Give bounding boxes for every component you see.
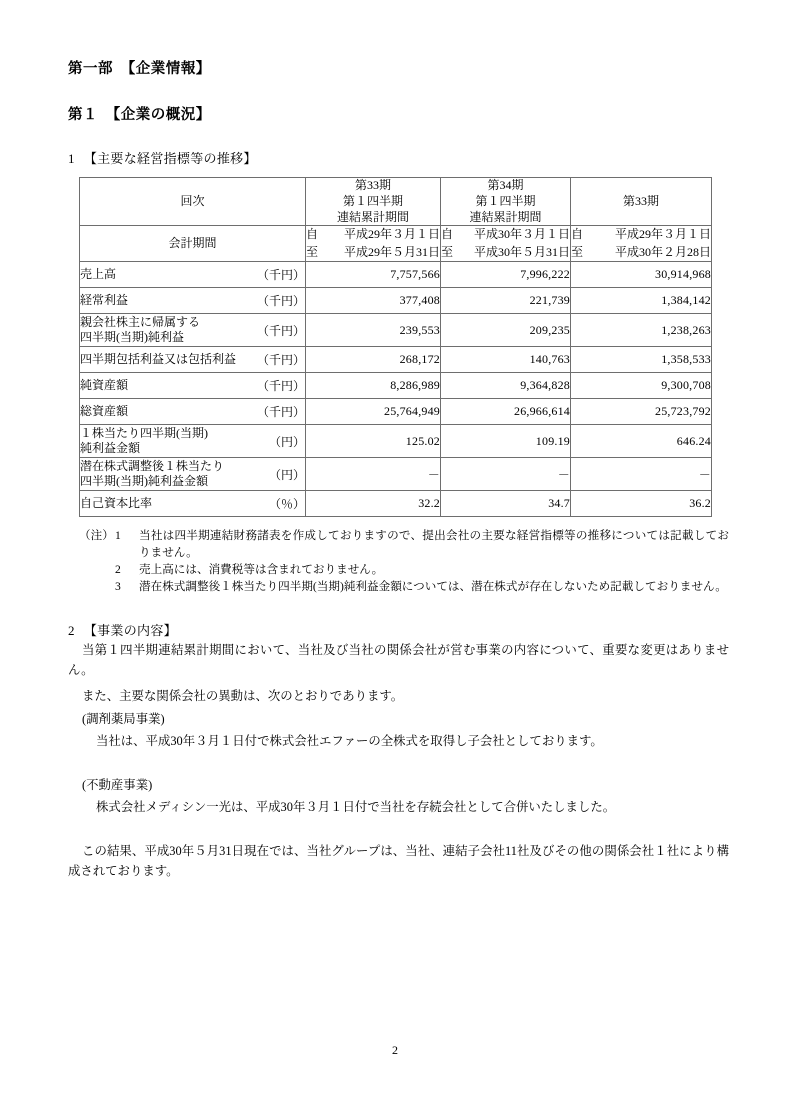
row-label-text: 四半期包括利益又は包括利益 — [80, 352, 237, 367]
period-cell-1 — [306, 226, 441, 262]
row-unit: （千円） — [256, 379, 305, 394]
row-value-2: 221,739 — [441, 288, 571, 314]
row-label-line2: 四半期(当期)純利益金額 — [80, 474, 208, 489]
row-label-text — [80, 315, 200, 346]
period-cell-3 — [571, 226, 712, 262]
row-label-text: 総資産額 — [80, 404, 129, 419]
note-tag: （注） — [79, 529, 114, 542]
row-value-2: 9,364,828 — [441, 373, 571, 399]
row-value-2: 140,763 — [441, 347, 571, 373]
business-segment-1-title: (調剤薬局事業) — [82, 712, 165, 726]
period-from-date-1: 平成29年３月１日 — [343, 227, 440, 242]
row-value-2: 209,235 — [441, 314, 571, 347]
period-to-date-3: 平成30年２月28日 — [614, 244, 711, 259]
header-column-2 — [441, 178, 571, 226]
row-value-2: 26,966,614 — [441, 399, 571, 425]
table-row — [80, 491, 712, 517]
header-col1-line3: 連結累計期間 — [336, 209, 409, 224]
note-item — [79, 527, 729, 561]
business-paragraph-1: 当第１四半期連結累計期間において、当社及び当社の関係会社が営む事業の内容について、重要な変更はありません。 — [68, 643, 729, 678]
row-value-3: 30,914,968 — [571, 262, 712, 288]
period-from-1 — [306, 226, 440, 243]
table-row — [80, 458, 712, 491]
row-unit: （円） — [268, 467, 305, 482]
row-value-3: － — [571, 458, 712, 491]
key-metrics-table — [79, 177, 712, 517]
row-value-1: 268,172 — [306, 347, 441, 373]
row-value-3: 646.24 — [571, 425, 712, 458]
table-row — [80, 373, 712, 399]
row-label-cell — [80, 347, 306, 373]
row-value-1: 125.02 — [306, 425, 441, 458]
subsection-heading — [68, 148, 257, 167]
period-cell-2 — [441, 226, 571, 262]
period-to-mark-3: 至 — [571, 244, 584, 259]
row-label-text: 売上高 — [80, 267, 117, 282]
row-unit: （％） — [268, 497, 305, 512]
row-value-1: 32.2 — [306, 491, 441, 517]
row-label-cell — [80, 458, 306, 491]
row-label-line1: 親会社株主に帰属する — [80, 314, 201, 329]
row-label-line1: 潜在株式調整後１株当たり — [80, 458, 225, 473]
subsection-title: 【主要な経営指標等の推移】 — [83, 151, 257, 166]
business-paragraph-2: また、主要な関係会社の異動は、次のとおりであります。 — [82, 689, 404, 703]
header-column-1 — [306, 178, 441, 226]
table-row — [80, 347, 712, 373]
row-unit: （円） — [268, 434, 305, 449]
period-to-1 — [306, 244, 440, 261]
row-unit: （千円） — [256, 323, 305, 338]
period-to-mark-1: 至 — [306, 244, 319, 259]
business-heading-title: 【事業の内容】 — [83, 623, 177, 638]
note-index: 2 — [115, 563, 121, 577]
note-text: 売上高には、消費税等は含まれておりません。 — [139, 563, 384, 577]
table-header-row-period — [80, 226, 712, 262]
section-heading: 第１ 【企業の概況】 — [68, 107, 211, 123]
table-header-row-term — [80, 178, 712, 226]
row-label-text: 純資産額 — [80, 378, 129, 393]
table-row — [80, 425, 712, 458]
table-notes — [79, 527, 729, 596]
note-text: 当社は四半期連結財務諸表を作成しておりますので、提出会社の主要な経営指標等の推移については記載しておりません。 — [139, 529, 729, 560]
row-value-2: 7,996,222 — [441, 262, 571, 288]
row-unit: （千円） — [256, 405, 305, 420]
table-row — [80, 399, 712, 425]
period-from-2 — [441, 226, 570, 243]
table-row — [80, 314, 712, 347]
row-label-cell — [80, 373, 306, 399]
row-unit: （千円） — [256, 294, 305, 309]
row-label-line1: １株当たり四半期(当期) — [80, 425, 208, 440]
header-label-period: 会計期間 — [80, 226, 306, 262]
row-value-3: 1,384,142 — [571, 288, 712, 314]
row-value-3: 36.2 — [571, 491, 712, 517]
business-heading-number: 2 — [68, 623, 75, 638]
period-to-mark-2: 至 — [441, 244, 454, 259]
row-unit: （千円） — [256, 353, 305, 368]
row-value-1: 239,553 — [306, 314, 441, 347]
header-col3-line1: 第33期 — [622, 193, 659, 208]
row-label-cell — [80, 314, 306, 347]
period-from-mark-1: 自 — [306, 227, 319, 242]
period-from-3 — [571, 226, 711, 243]
header-col2-line1: 第34期 — [487, 178, 524, 192]
row-label-cell — [80, 399, 306, 425]
page-number: 2 — [392, 1043, 398, 1057]
row-label-line2: 純利益金額 — [80, 441, 141, 456]
row-label-text — [80, 426, 208, 457]
table-row — [80, 288, 712, 314]
header-column-3 — [571, 178, 712, 226]
row-value-3: 9,300,708 — [571, 373, 712, 399]
header-label-term: 回次 — [80, 178, 306, 226]
period-from-mark-3: 自 — [571, 227, 584, 242]
subsection-number: 1 — [68, 151, 75, 166]
row-value-3: 1,358,533 — [571, 347, 712, 373]
row-value-1: 7,757,566 — [306, 262, 441, 288]
period-to-date-2: 平成30年５月31日 — [473, 244, 570, 259]
period-to-2 — [441, 244, 570, 261]
row-label-line2: 四半期(当期)純利益 — [80, 330, 184, 345]
row-value-3: 1,238,263 — [571, 314, 712, 347]
row-unit: （千円） — [256, 268, 305, 283]
row-value-1: － — [306, 458, 441, 491]
header-col2-line2: 第１四半期 — [475, 193, 536, 208]
period-to-3 — [571, 244, 711, 261]
business-content-heading — [68, 620, 177, 639]
row-value-2: 34.7 — [441, 491, 571, 517]
row-value-2: － — [441, 458, 571, 491]
row-value-1: 377,408 — [306, 288, 441, 314]
header-col1-line1: 第33期 — [354, 178, 391, 192]
row-label-cell — [80, 491, 306, 517]
note-index: 1 — [115, 529, 121, 542]
period-from-date-3: 平成29年３月１日 — [614, 227, 711, 242]
note-text: 潜在株式調整後１株当たり四半期(当期)純利益金額については、潜在株式が存在しないため記載しておりません。 — [139, 580, 727, 594]
row-label-text: 自己資本比率 — [80, 496, 153, 511]
row-label-text — [80, 459, 224, 490]
business-segment-2-text: 株式会社メディシン一光は、平成30年３月１日付で当社を存続会社として合併いたしました。 — [96, 800, 616, 814]
row-label-cell — [80, 262, 306, 288]
header-col2-line3: 連結累計期間 — [469, 209, 542, 224]
row-value-1: 8,286,989 — [306, 373, 441, 399]
table-row — [80, 262, 712, 288]
header-col1-line2: 第１四半期 — [342, 193, 403, 208]
row-label-cell — [80, 288, 306, 314]
period-to-date-1: 平成29年５月31日 — [343, 244, 440, 259]
period-from-mark-2: 自 — [441, 227, 454, 242]
business-segment-2-title: (不動産事業) — [82, 778, 153, 792]
row-label-text: 経常利益 — [80, 293, 129, 308]
row-value-2: 109.19 — [441, 425, 571, 458]
note-item — [79, 578, 729, 595]
business-segment-1-text: 当社は、平成30年３月１日付で株式会社エファーの全株式を取得し子会社としております。 — [96, 734, 603, 748]
note-item — [79, 561, 729, 578]
row-value-1: 25,764,949 — [306, 399, 441, 425]
part-heading: 第一部 【企業情報】 — [68, 61, 211, 77]
note-index: 3 — [115, 580, 121, 594]
period-from-date-2: 平成30年３月１日 — [473, 227, 570, 242]
business-paragraph-3: この結果、平成30年５月31日現在では、当社グループは、当社、連結子会社11社及びその他の関係会社１社により構成されております。 — [68, 844, 729, 879]
row-label-cell — [80, 425, 306, 458]
row-value-3: 25,723,792 — [571, 399, 712, 425]
key-metrics-table-wrapper — [79, 177, 711, 517]
